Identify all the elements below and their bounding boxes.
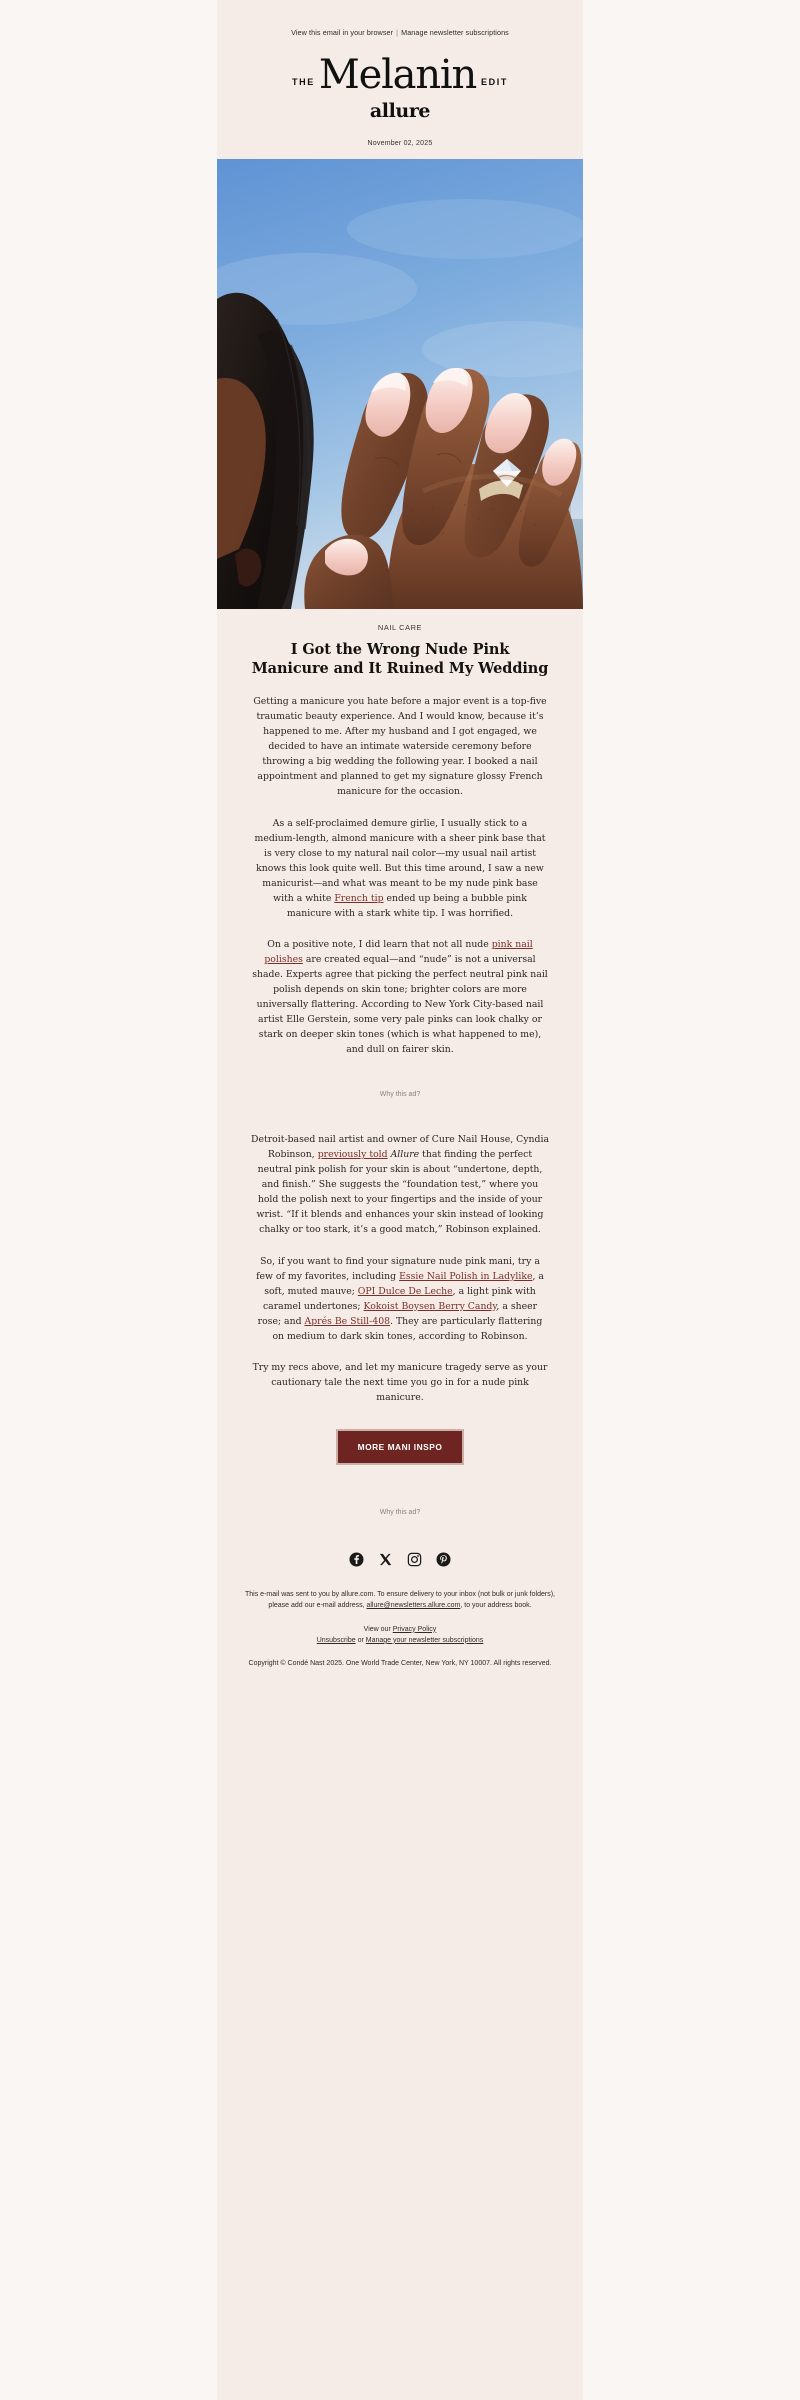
why-this-ad-1[interactable] — [217, 1091, 583, 1098]
article-paragraph-3 — [217, 937, 583, 1057]
view-in-browser-link[interactable]: View this email in your browser — [291, 28, 394, 37]
unsubscribe-link[interactable]: Unsubscribe — [316, 1636, 356, 1644]
article-kicker: NAIL CARE — [377, 623, 423, 633]
article-headline: I Got the Wrong Nude Pink Manicure and It Ruined My Wedding — [251, 641, 549, 677]
article-paragraph-4 — [217, 1132, 583, 1237]
paragraph-5-text-c: , a light pink with caramel undertones; — [262, 1285, 536, 1312]
essie-ladylike-link[interactable]: Essie Nail Polish in Ladylike — [399, 1270, 533, 1282]
footer-links — [245, 1624, 555, 1647]
email-body — [217, 0, 583, 2400]
footer — [217, 1567, 583, 1696]
footer-privacy-row — [245, 1624, 555, 1635]
footer-copyright: Copyright © Condé Nast 2025. One World Trade Center, New York, NY 10007. All rights reserved. — [248, 1660, 552, 1668]
paragraph-5-text-e: . They are particularly flattering on medium to dark skin tones, according to Robinson. — [272, 1315, 543, 1342]
wordmark-the: THE — [292, 77, 315, 88]
paragraph-3-text-b: are created equal—and “nude” is not a universal shade. Experts agree that picking the perfect neutral pink nail polish depends on skin tone; brighter colors are more universally flattering. According to New York City-based nail artist Elle Gerstein, some very pale pinks can look chalky or stark on deeper skin tones (which is what happened to me), and dull on fairer skin. — [252, 953, 548, 1056]
wordmark-melanin: Melanin — [318, 52, 477, 99]
paragraph-5-text-a: So, if you want to find your signature nude pink mani, try a few of my favorites, including — [256, 1255, 540, 1282]
paragraph-2-text-b: ended up being a bubble pink manicure with a stark white tip. I was horrified. — [286, 892, 527, 919]
apres-be-still-408-link[interactable]: Aprés Be Still-408 — [304, 1315, 391, 1327]
masthead-logo[interactable] — [217, 38, 583, 99]
paragraph-5-text-b: , a soft, muted mauve; — [264, 1270, 544, 1297]
kokoist-boysen-berry-candy-link[interactable]: Kokoist Boysen Berry Candy — [363, 1300, 497, 1312]
footer-delivery-note — [245, 1589, 555, 1612]
footer-or-label: or — [355, 1636, 366, 1644]
wordmark-edit: EDIT — [481, 77, 508, 88]
footer-subscription-row — [245, 1635, 555, 1646]
french-tip-link[interactable]: French tip — [334, 892, 384, 904]
facebook-icon[interactable] — [349, 1552, 364, 1567]
melanin-edit-wordmark — [292, 52, 508, 99]
allure-logo[interactable]: allure — [369, 100, 431, 123]
article-paragraph-1: Getting a manicure you hate before a major event is a top-five traumatic beauty experience. And I would know, because it’s happened to me. After my husband and I got engaged, we decided to have an intimate waterside ceremony before throwing a big wedding the following year. I booked a nail appointment and planned to get my signature glossy French manicure for the occasion. — [253, 696, 547, 798]
paragraph-4-text-a: Detroit-based nail artist and owner of Cure Nail House, Cyndia Robinson, — [251, 1134, 549, 1161]
pinterest-icon[interactable] — [436, 1552, 451, 1567]
why-this-ad-link-1[interactable]: Why this ad? — [379, 1091, 421, 1099]
more-mani-inspo-button[interactable]: MORE MANI INSPO — [336, 1429, 465, 1465]
x-twitter-icon[interactable] — [378, 1552, 393, 1567]
footer-delivery-text-b: , to your address book. — [460, 1602, 532, 1610]
paragraph-4-text-b: that finding the perfect neutral pink polish for your skin is about “undertone, depth, and finish.” She suggests the “foundation test,” where you hold the polish next to your fingertips and the inside of your wrist. “If it blends and enhances your skin instead of looking chalky or too stark, it’s a good match,” Robinson explained. — [256, 1149, 544, 1236]
paragraph-5-text-d: , a sheer rose; and — [257, 1300, 538, 1327]
preheader-separator: | — [396, 28, 399, 37]
social-links — [217, 1552, 583, 1567]
allure-italic-mention: Allure — [390, 1149, 420, 1161]
why-this-ad-2[interactable] — [217, 1509, 583, 1516]
hero-image[interactable] — [217, 159, 583, 609]
opi-dulce-de-leche-link[interactable]: OPI Dulce De Leche — [357, 1285, 453, 1297]
paragraph-3-text-a: On a positive note, I did learn that not all nude — [267, 938, 492, 950]
article-paragraph-5 — [217, 1254, 583, 1344]
why-this-ad-link-2[interactable]: Why this ad? — [379, 1508, 421, 1516]
instagram-icon[interactable] — [407, 1552, 422, 1567]
issue-date: November 02, 2025 — [367, 140, 433, 148]
manage-subscriptions-link[interactable]: Manage newsletter subscriptions — [401, 28, 509, 37]
privacy-policy-link[interactable]: Privacy Policy — [392, 1625, 437, 1633]
previously-told-link[interactable]: previously told — [317, 1149, 388, 1161]
cta-container — [217, 1429, 583, 1465]
footer-email-link[interactable]: allure@newsletters.allure.com — [366, 1602, 461, 1610]
article-paragraph-6: Try my recs above, and let my manicure tragedy serve as your cautionary tale the next time you go in for a nude pink manicure. — [252, 1361, 548, 1403]
footer-view-our-label: View our — [363, 1625, 393, 1633]
footer-delivery-text-a: This e-mail was sent to you by allure.com. To ensure delivery to your inbox (not bulk or junk folders), please add our e-mail address, — [245, 1590, 555, 1610]
manage-newsletter-link[interactable]: Manage your newsletter subscriptions — [365, 1636, 484, 1644]
paragraph-2-text-a: As a self-proclaimed demure girlie, I usually stick to a medium-length, almond manicure with a sheer pink base that is very close to my natural nail color—my usual nail artist knows this look quite well. But this time around, I saw a new manicurist—and what was meant to be my nude pink base with a white — [254, 817, 546, 904]
pink-nail-polishes-link[interactable]: pink nail polishes — [264, 938, 533, 965]
preheader — [217, 0, 583, 38]
article-paragraph-2 — [217, 816, 583, 921]
